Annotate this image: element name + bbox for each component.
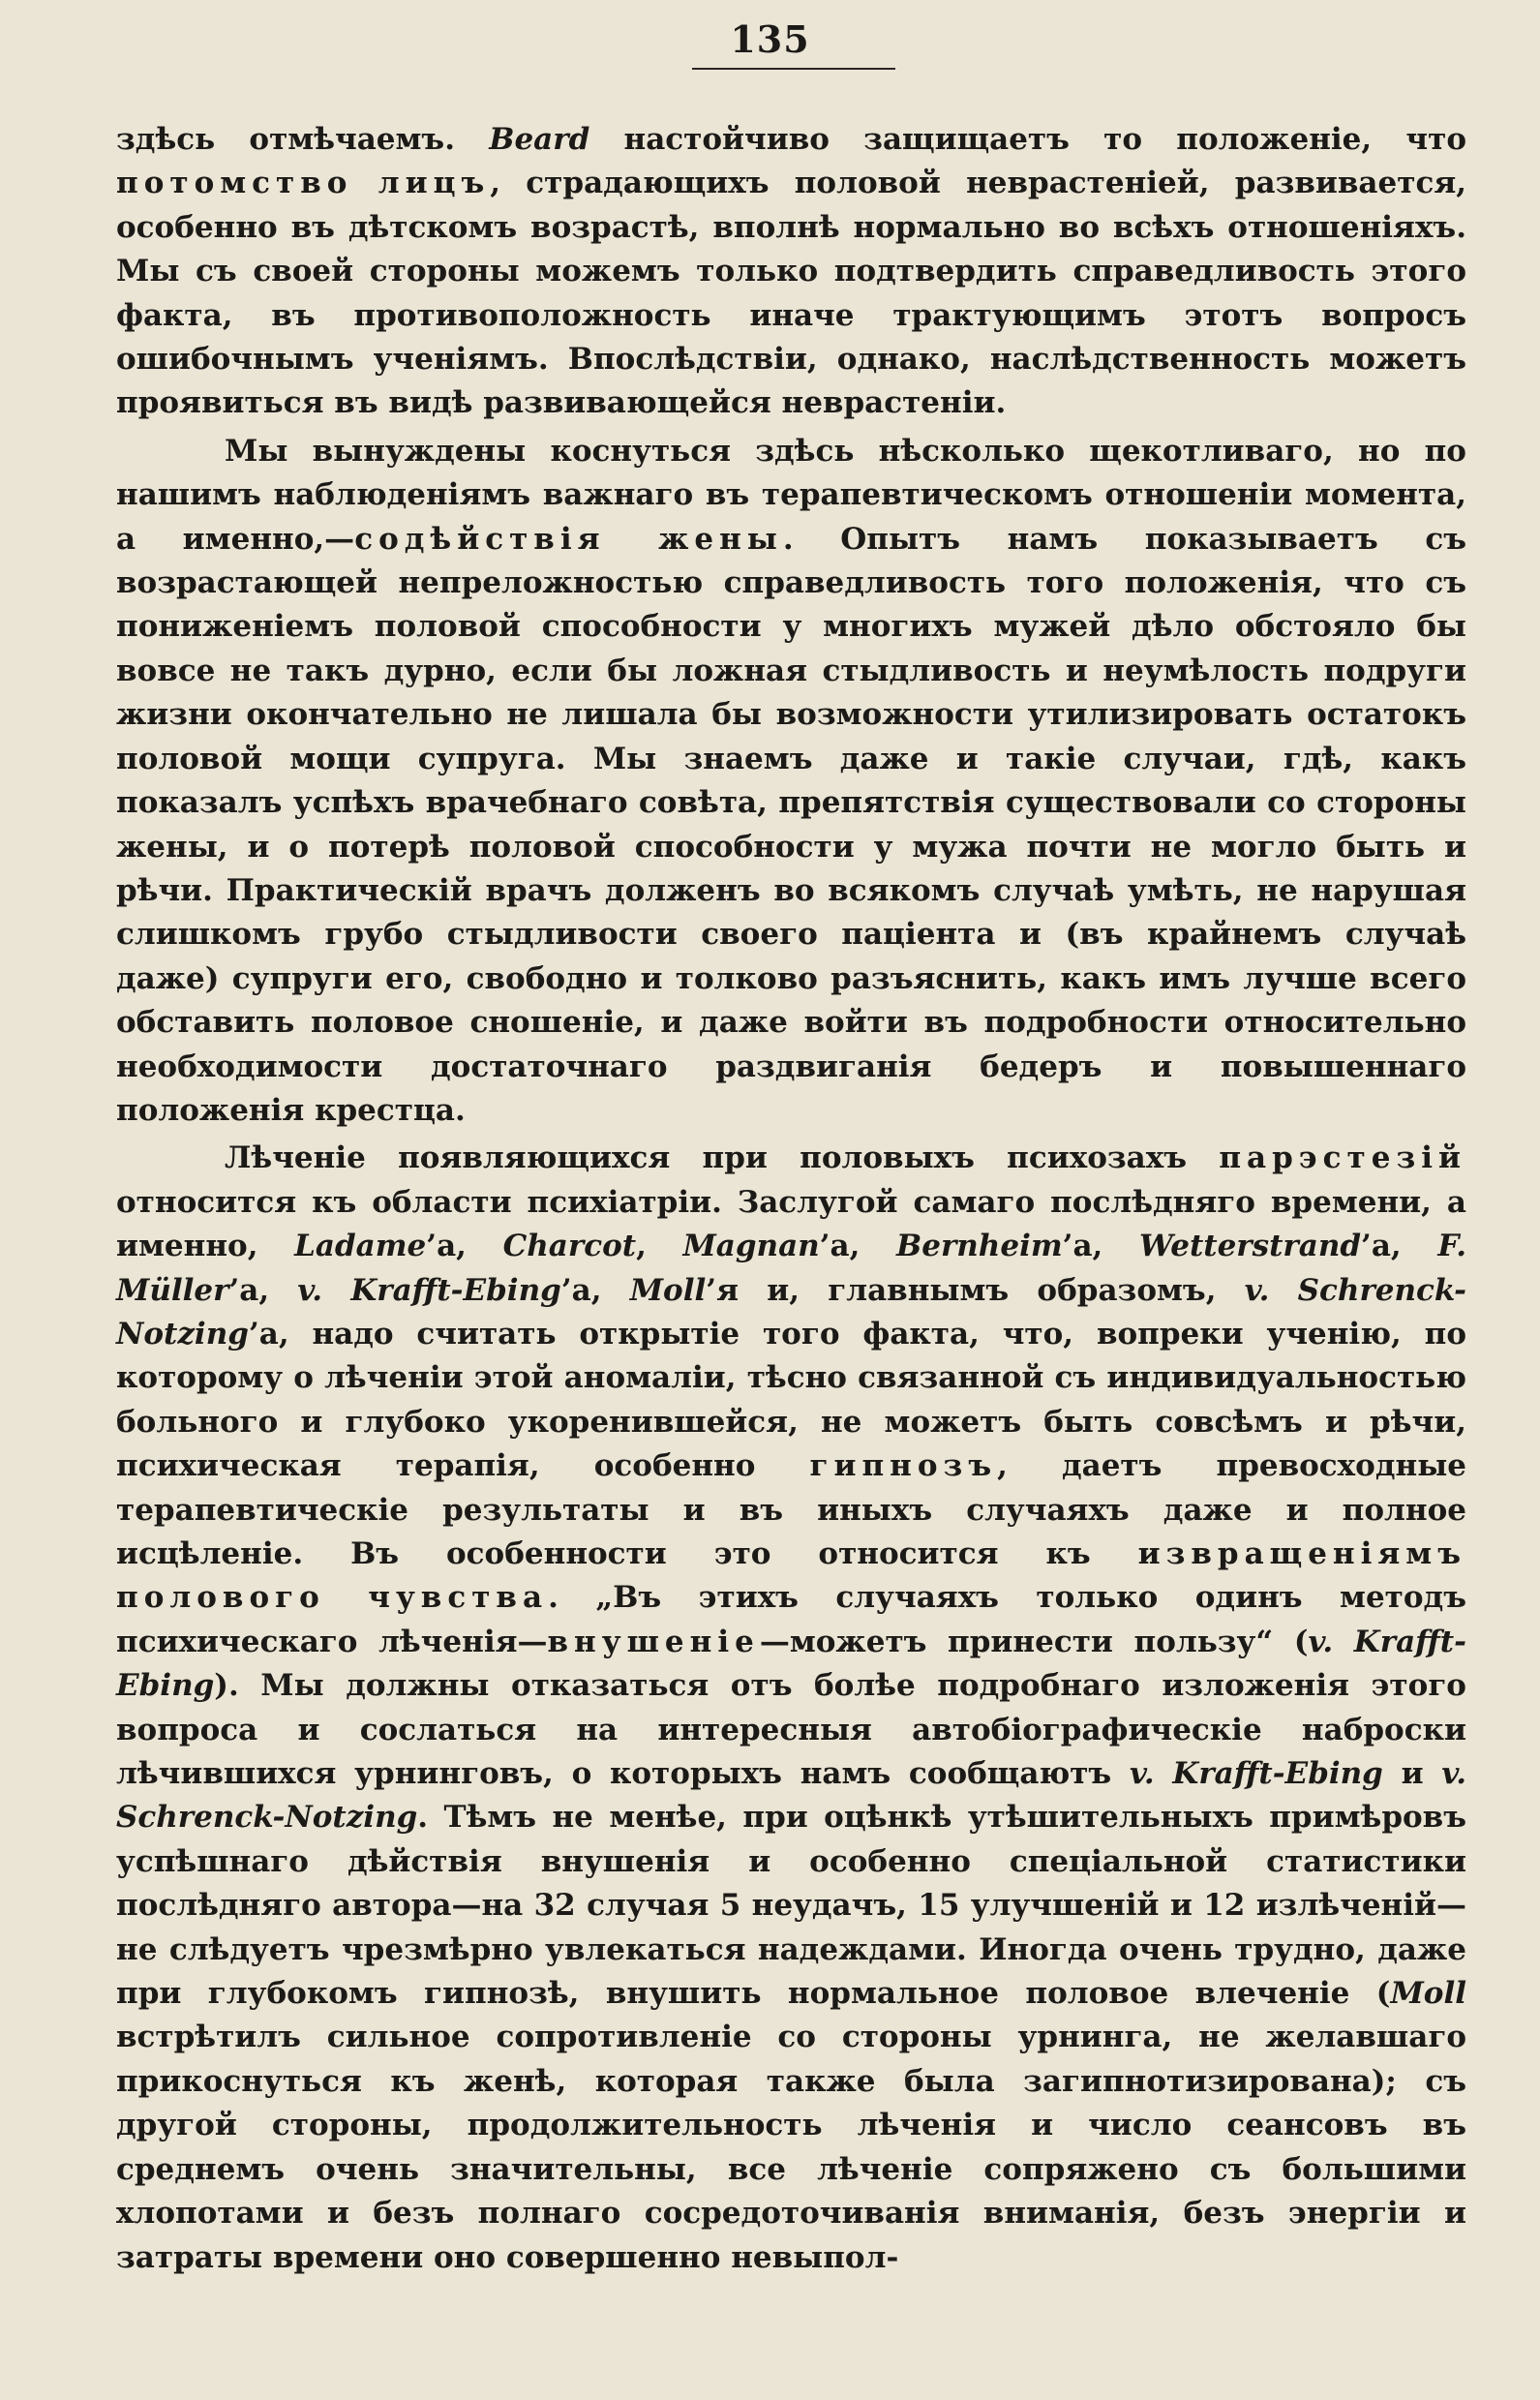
text-run <box>352 166 377 200</box>
author-name: Wetterstrand <box>1138 1229 1362 1264</box>
text-run: Лѣченіе появляющихся при половыхъ психозахъ <box>225 1140 1220 1176</box>
text-run: ’а, <box>560 1272 630 1308</box>
text-run: —можетъ принести пользу“ ( <box>759 1624 1309 1659</box>
emphasized-term: содѣйствія жены <box>354 521 783 557</box>
emphasized-term: внушеніе <box>547 1624 760 1659</box>
text-run: ’а, <box>819 1229 897 1264</box>
author-name: v. Krafft-Ebing <box>1129 1756 1383 1792</box>
author-name: v. Schrenck-Notzing <box>116 1756 1467 1836</box>
body-text <box>116 118 1466 2280</box>
text-run: ’а, <box>426 1229 503 1264</box>
paragraph <box>116 118 1466 426</box>
emphasized-term: лицъ <box>377 166 491 201</box>
text-run: ’я и, главнымъ образомъ, <box>706 1272 1245 1308</box>
author-name: Magnan <box>682 1229 820 1264</box>
author-name: v. Krafft-Ebing <box>116 1624 1466 1704</box>
paragraph <box>116 1137 1466 2280</box>
text-run: и <box>1382 1756 1442 1792</box>
text-run: здѣсь отмѣчаемъ. <box>116 122 490 157</box>
emphasized-term: гипнозъ <box>809 1448 998 1484</box>
text-run: , страдающихъ половой неврастеніей, развивается, особенно въ дѣтскомъ возрастѣ, вполнѣ нормально во всѣхъ отношеніяхъ. Мы съ своей стороны можемъ только подтвердить справедливость этого факта, въ противоположность иначе трактующимъ этотъ вопросъ ошибочнымъ ученіямъ. Впослѣдствіи, однако, наслѣдственность можетъ проявиться въ видѣ развивающейся неврастеніи. <box>116 166 1467 421</box>
author-name: Moll <box>629 1272 707 1308</box>
author-name: Bernheim <box>896 1229 1063 1264</box>
emphasized-term: парэстезій <box>1219 1140 1466 1176</box>
text-run: , <box>636 1229 683 1264</box>
text-run: , даетъ превосходные терапевтическіе результаты и въ иныхъ случаяхъ даже и полное исцѣленіе. Въ особенности это относится къ <box>116 1448 1466 1571</box>
paragraph <box>116 430 1466 1134</box>
author-name: Moll <box>1390 1976 1466 2012</box>
text-run: . Тѣмъ не менѣе, при оцѣнкѣ утѣшительныхъ примѣровъ успѣшнаго дѣйствія внушенія и особенно спеціальной статистики послѣдняго автора—на 32 случая 5 неудачъ, 15 улучшеній и 12 излѣченій—не слѣдуетъ чрезмѣрно увлекаться надеждами. Иногда очень трудно, даже при глубокомъ гипнозѣ, внушить нормальное половое влеченіе ( <box>116 1800 1466 2012</box>
text-run: ’а, <box>1361 1229 1438 1264</box>
author-name: v. Krafft-Ebing <box>297 1272 561 1308</box>
text-run: Мы вынуждены коснуться здѣсь нѣсколько щекотливаго, но по нашимъ наблюденіямъ важнаго въ терапевтическомъ отношеніи момента, а именно,— <box>116 433 1466 557</box>
text-run: настойчиво защищаетъ то положеніе, что <box>589 122 1466 157</box>
emphasized-term: извращеніямъ полового чувства <box>116 1536 1466 1616</box>
author-name: Charcot <box>502 1229 637 1264</box>
text-run: . Опытъ намъ показываетъ съ возрастающей непреложностью справедливость того положенія, что съ пониженіемъ половой способности у многихъ мужей дѣло обстояло бы вовсе не такъ дурно, если бы ложная стыдливость и неумѣлость подруги жизни окончательно не лишала бы возможности утилизировать остатокъ половой мощи супруга. Мы знаемъ даже и такіе случаи, гдѣ, какъ показалъ успѣхъ врачебнаго совѣта, препятствія существовали со стороны жены, и о потерѣ половой способности у мужа почти не могло быть и рѣчи. Практическій врачъ долженъ во всякомъ случаѣ умѣть, не нарушая слишкомъ грубо стыдливости своего паціента и (въ крайнемъ случаѣ даже) супруги его, свободно и толково разъяснить, какъ имъ лучше всего обставить половое сношеніе, и даже войти въ подробности относительно необходимости достаточнаго раздвиганія бедеръ и повышеннаго положенія крестца. <box>116 521 1467 1128</box>
text-run: встрѣтилъ сильное сопротивленіе со стороны урнинга, не желавшаго прикоснуться къ женѣ, которая также была загипнотизирована); съ другой стороны, продолжительность лѣченія и число сеансовъ въ среднемъ очень значительны, все лѣченіе сопряжено съ большими хлопотами и безъ полнаго сосредоточиванія вниманія, безъ энергіи и затраты времени оно совершенно невыпол- <box>116 2020 1466 2275</box>
header-rule <box>692 68 895 70</box>
text-run: относится къ области психіатріи. Заслугой самаго послѣдняго времени, а именно, <box>116 1184 1466 1264</box>
text-run: ’а, надо считать открытіе того факта, что, вопреки ученію, по которому о лѣченіи этой аномаліи, тѣсно связанной съ индивидуальностью больного и глубоко укоренившейся, не можетъ быть совсѣмъ и рѣчи, психическая терапія, особенно <box>116 1316 1466 1484</box>
emphasized-term: потомство <box>116 166 353 201</box>
author-name: Beard <box>489 122 590 157</box>
page-number: 135 <box>730 17 810 61</box>
text-run: . „Въ этихъ случаяхъ только одинъ методъ психическаго лѣченія— <box>116 1580 1467 1659</box>
text-run: ’а, <box>1062 1229 1139 1264</box>
text-run: ). Мы должны отказаться отъ болѣе подробнаго изложенія этого вопроса и сослаться на интересныя автобіографическіе наброски лѣчившихся урнинговъ, о которыхъ намъ сообщаютъ <box>116 1668 1466 1792</box>
author-name: F. Müller <box>116 1229 1467 1308</box>
author-name: v. Schrenck-Notzing <box>116 1272 1467 1352</box>
text-run: ’а, <box>228 1272 298 1308</box>
author-name: Ladame <box>294 1229 427 1264</box>
